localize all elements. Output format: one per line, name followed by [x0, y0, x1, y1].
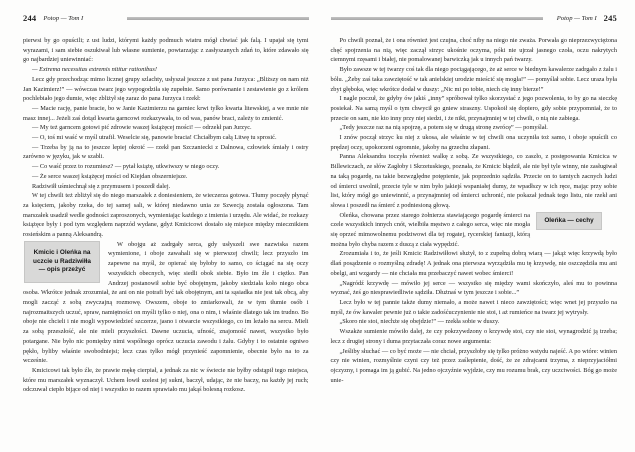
paragraph: Lecz było w tej pannie także dumy niemało, a może nawet i nieco zawziętości; więc wnet jej przyszło na myśl, że ów kawaler pewnie już o takie zadośćuczynienie nie stoi, i aż rumieńce na twarz jej wytrysły. [330, 298, 617, 316]
paragraph-dialogue: — Trzeba by ją na to jeszcze lepiej okroić — rzekł pan Szczaniecki z Dalnowa, człowiek śmiały i ostry zarówno w języku, jak w szabli. [23, 143, 309, 161]
paragraph: „Jeśliby słuchać — co być może — nie chciał, przyszłoby się tylko próżno wstydu najeść. A po wtóre: winien czy nie winien, rozmyślnie czyni czy też przez zaślepienie, dość, że ze zdrajcami trzyma, z nieprzyjaciółmi ojczyzny, i pomaga im ją gubić. Na jedno ojczyźnie wyjdzie, czy mu rozumu brak, czy uczciwości. Bóg go może unie- [330, 347, 617, 384]
paragraph: Kmicicowi tak było źle, że prawie mękę cierpiał, a jednak za nic w świecie nie byłby odstąpił tego miejsca, które mu marszałek wyznaczył. Uchem łowił szelest jej sukni, baczył, udając, że nie baczy, na każdy jej ruch; odczuwał ciepło bijące od niej i wszystko to razem sprawiało mu jakąś bolesną rozkosz. [23, 366, 309, 394]
paragraph: Lecz gdy przechodząc mimo licznej grupy szlachty, usłyszał jeszcze z ust pana Jurzyca: „Bliższy on nam niż Jan Kazimierz!” — wówczas twarz jego wypogodziła się zupełnie. Samo porównanie i zestawienie go z królem pochlebiało jego dumie, więc zbliżył się zaraz do pana Jurzyca i rzekł: [23, 75, 309, 103]
paragraph: „Tedy jeszcze raz na nią spojrzę, a potem się w drugą stronę zwrócę” — pomyślał. [339, 124, 548, 132]
paragraph: Panna Aleksandra toczyła również walkę z sobą. Ze wszystkiego, co zaszło, z postępowania Kmicica w Billewiczach, ze słów Zagłoby i Skrzetuskiego, poznała, że Kmicic błądził, ale nie był tyle winny, nie zasługiwał na taką pogardę, na takie bezwzględne potępienie, jak poprzednio sądziła. Przecie on to tamtych zacnych ludzi od śmierci uwolnił, przecie tyle w nim było jakiejś wspaniałej dumy, że wpadłszy w ich ręce, mając przy sobie list, który mógł go uniewinnić, a przynajmniej od śmierci uchronić, nie pokazał jednak tego listu, nie rzekł ani słowa i poszedł na śmierć z podniesioną głową. [330, 153, 617, 209]
page-right [318, 0, 635, 452]
header-rule-right [331, 17, 543, 20]
margin-note-olenka-cechy: Oleńka — cechy [536, 212, 602, 230]
paragraph-text: W obojgu aż zadrgały serca, gdy usłyszeli swe nazwiska razem wymienione, i oboje zawahali się w pierwszej chwili; lecz przyszło im zapewne na myśl, że opierać się byłoby to samo, co ściągać na się oczy wszystkich obecnych, więc siedli obok siebie. Było im źle i ciężko. Pan Andrzej postanowił sobie być obojętnym, jakoby siedziała koło niego obca osoba. Wkrótce jednak zrozumiał, że ani on nie potrafi być tak obojętnym, ani ta sąsiadka nie jest tak obcą, aby mogli zacząć z sobą zwyczajną rozmowę. Owszem, oboje to zmiarkowali, że w tym tłumie osób i najrozmaitszych uczuć, spraw, namiętności on myśli tylko o niej, ona o nim, i właśnie dlatego tak im trudno. Bo oboje nie chcieli i nie mogli wypowiedzieć szczerze, jasno i otwarcie wszystkiego, co im leżało na sercu. Mieli za sobą przeszłość, ale nie mieli przyszłości. Dawne uczucia, ufność, znajomość nawet, wszystko było potargane. Nie było nic pomiędzy nimi wspólnego oprócz uczucia zawodu i żalu. Gdyby i to ostatnie ogniwo pękło, byliby właśnie swobodniejsi; lecz czas tylko mógł przynieść zapomnienie, obecnie było na to za wcześnie. [23, 240, 309, 365]
running-title-left: Potop — Tom I [43, 14, 84, 22]
paragraph: Było zawsze w tej twarzy coś tak dla niego pociągającego, że aż serce w biednym kawalerze zadrgało z żalu i bólu. „Żeby zaś taka zawziętość w tak anielskiej urodzie mieścić się mogła!” — pomyślał sobie. Lecz uraza była zbyt głęboka, więc wkrótce dodał w duszy: „Nic mi po tobie, niech cię inny bierze!” [330, 66, 617, 93]
paragraph-dialogue: — Macie rację, panie bracie, bo w Janie Kazimierzu na garniec krwi tylko kwarta litewskiej, a we mnie nie masz innej... Jeżeli zaś dotąd kwarta garncowi rozkazywała, to od was, panów braci, zależy to zmienić. [23, 104, 309, 122]
paragraph-with-margin-note [331, 211, 618, 250]
paragraph: pierwsi by go opuścili; z ust ludzi, którymi każdy podmuch wiatru mógł chwiać jak falą. I upajał się tymi wyrazami, i sam siebie oszukiwał lub własne sumienie, powtarzając z zasłyszanych zdań to, które zdawało się go najbardziej uniewinniać: [23, 37, 309, 64]
paragraph-dialogue: — Co waść przez to rozumiesz? — pytał książę, utkwiwszy w niego oczy. [32, 163, 220, 171]
paragraph: I znów począł strzyc ku niej z ukosa, ale właśnie w tej chwili ona uczyniła toż samo, i oboje spuścili co prędzej oczy, upokorzeni ogromnie, jakoby na grzechu złapani. [330, 134, 617, 151]
page-body-left [23, 36, 309, 395]
header-rule-left [127, 17, 308, 20]
paragraph-text: Oleńka, chowana przez starego żołnierza stawiającego pogardę śmierci na czele wszystkich innych cnót, wielbiła męstwo z całego serca, więc nie mogła się oprzeć mimowolnemu podziwowi dla tej rogatej, rycerskiej fantazji, którą można było chyba razem z duszą z ciała wypędzić. [330, 211, 530, 248]
paragraph: Zrozumiała i to, że jeśli Kmicic Radziwiłłowi służył, to z zupełną dobrą wiarą — jakąż więc krzywdą było dlań posądzenie o rozmyślną zdradę! A jednak ona pierwsza wyrządziła mu tę krzywdę, nie oszczędziła mu ani obelgi, ani wzgardy — nie chciała mu przebaczyć nawet wobec śmierci! [330, 250, 617, 277]
page-header-left [23, 12, 309, 24]
page-body-right [331, 36, 618, 385]
paragraph: I nagle poczuł, że gdyby ów jakiś „inny” spróbował tylko skorzystać z jego pozwolenia, to by go na sieczkę posiekał. Na samą myśl o tym chwycił go gniew straszny. Uspokoił się dopiero, gdy sobie przypomniał, że to przecie on sam, nie kto inny przy niej siedzi, i że nikt, przynajmniej w tej chwili, o nią nie zabiega. [330, 95, 617, 122]
page-number-right: 245 [603, 13, 617, 23]
paragraph: W tej chwili też zbliżył się do niego marszałek z doniesieniem, że wieczerza gotowa. Tłumy poczęły płynąć za księciem, jakoby rzeka, do tej samej sali, w której niedawno unia ze Szwecją została ogłoszona. Tam marszałek usadził wedle godności zaproszonych, wymieniając każdego z imienia i urzędu. Ale widać, że rozkazy książęce były i pod tym względem naprzód wydane, gdyż Kmicicowi dostało się miejsce między miecznikiem rosieńskim a panną Aleksandrą. [23, 192, 309, 239]
paragraph-dialogue: — My też garncem gotowi pić zdrowie waszej książęcej mości! — odrzekł pan Jurzyc. [32, 124, 252, 132]
page-header-right [331, 12, 618, 24]
paragraph: Radziwiłł uśmiechnął się z przymusem i poszedł dalej. [32, 182, 171, 190]
paragraph: Wszakże sumienie mówiło dalej, że czy pokrzywdzony o krzywdę stoi, czy nie stoi, wynagrodzić ją trzeba; lecz z drugiej strony i duma przytaczała coraz nowe argumenta: [330, 328, 617, 345]
running-title-right: Potop — Tom I [556, 14, 597, 22]
paragraph-latin-quote: — Extrema necessitas extremis nititur rationibus! [32, 66, 157, 74]
paragraph: „Nagródź krzywdę — mówiło jej serce — wszystko się między wami skończyło, aleś mu to powinna wyznać, żeś go niesprawiedliwie sądziła. Dłużnaś w tym jeszcze i sobie...” [330, 279, 617, 297]
paragraph: Po chwili poznał, że i ona również jest czujna, choć niby na niego nie zważa. Porwała go nieprzezwyciężona chęć spojrzenia na nią, więc zaczął strzyc ukośnie oczyma, póki nie ujrzał jasnego czoła, oczu nakrytych ciemnymi rzęsami i białej, nie pomalowanej barwiczką jak u innych pań twarzy. [330, 37, 617, 64]
paragraph: „Skoro nie stoi, niechże się obejdzie!” — rzekła sobie w duszy. [339, 318, 500, 326]
paragraph-dialogue: — O, toś mi waść w myśl utrafił. Weselcie się, panowie bracia! Chciałbym całą Litwę tu sprosić. [32, 134, 277, 142]
paragraph-dialogue: — Że serce waszej książęcej mości od Kiejdan obszerniejsze. [32, 172, 188, 180]
margin-note-kmicic-olenka: Kmicic i Oleńka na uczcie u Radziwiłła — opis przeżyć [24, 241, 100, 283]
page-number-left: 244 [23, 13, 37, 23]
paragraph-with-margin-note [23, 240, 309, 366]
